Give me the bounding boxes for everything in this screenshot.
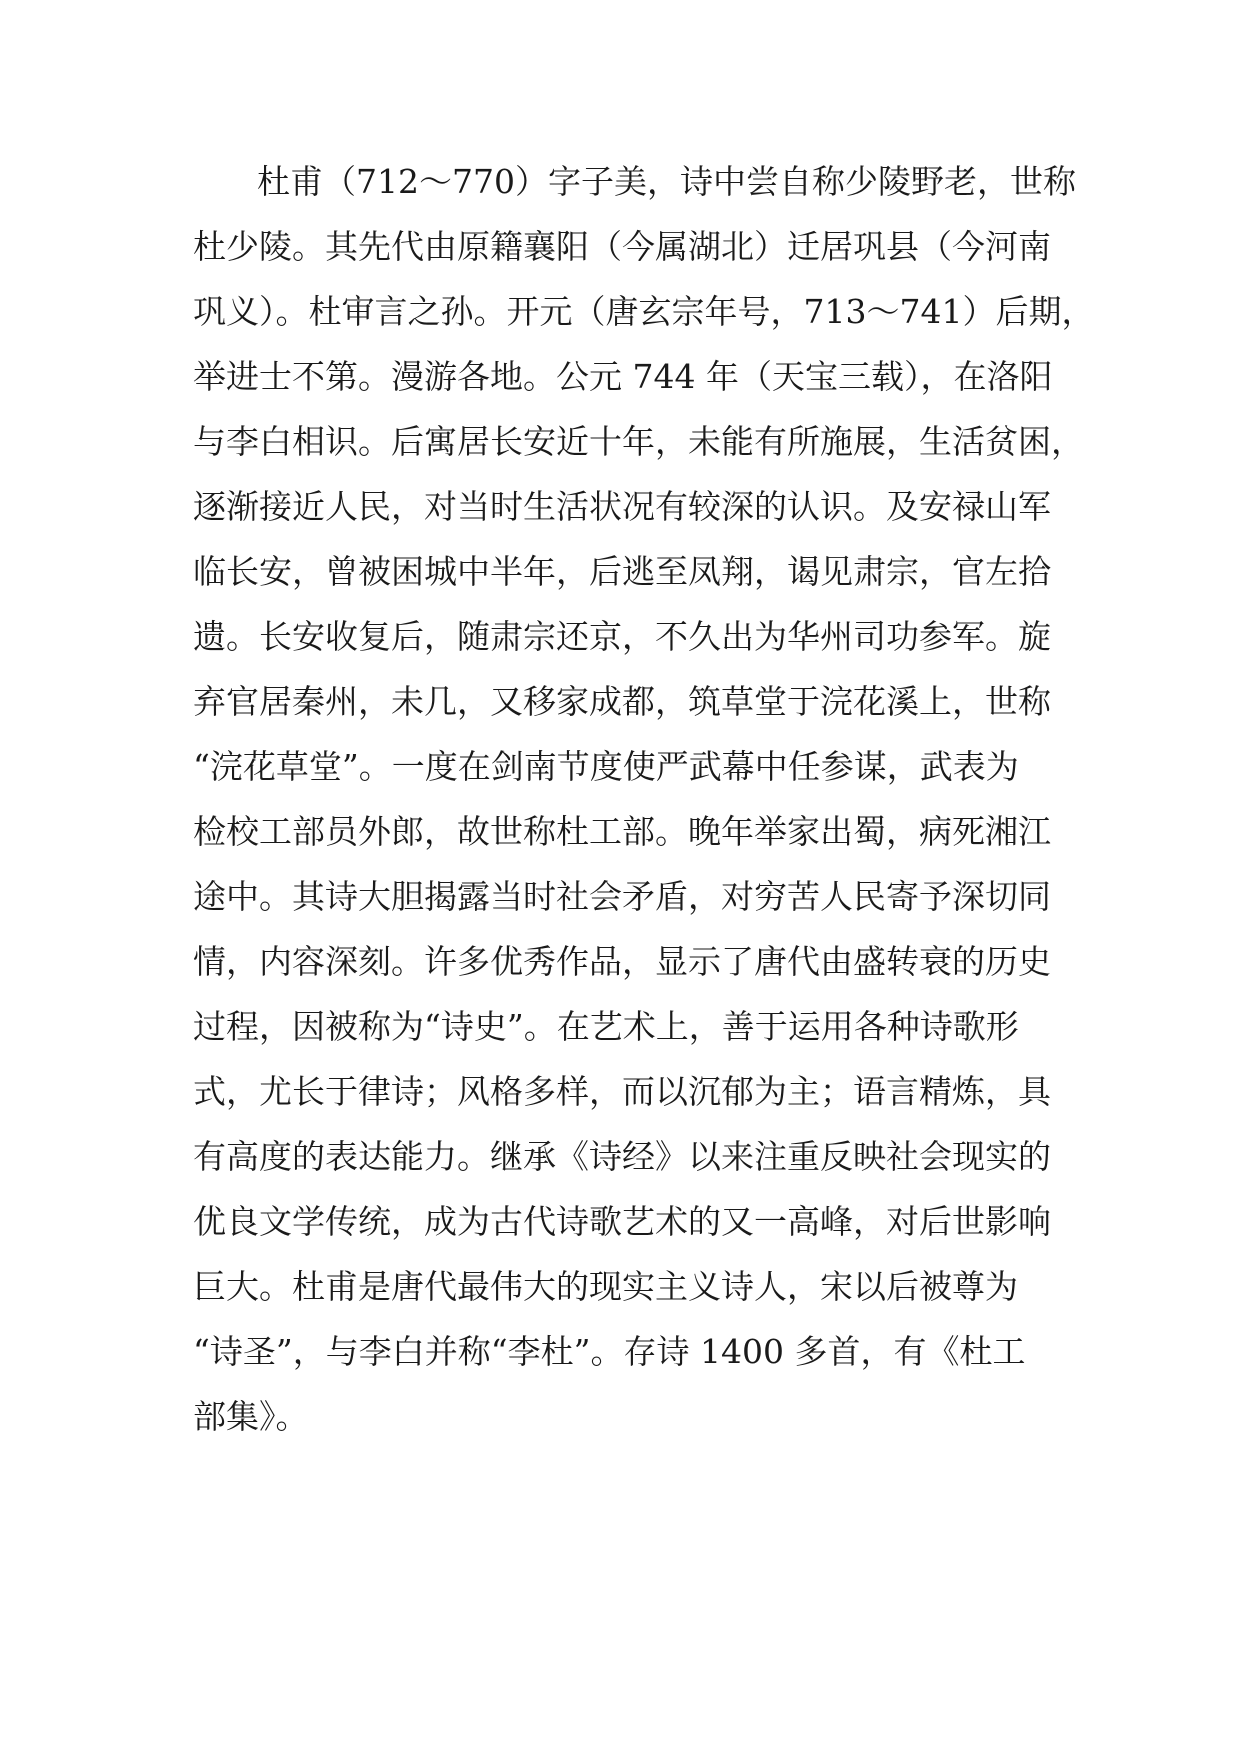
paragraph-line: 部集》。	[193, 1397, 309, 1436]
paragraph-line: 巨大。杜甫是唐代最伟大的现实主义诗人，宋以后被尊为	[193, 1267, 1018, 1306]
paragraph-line: 式，尤长于律诗；风格多样，而以沉郁为主；语言精炼，具	[193, 1072, 1051, 1111]
paragraph-line: 有高度的表达能力。继承《诗经》以来注重反映社会现实的	[193, 1137, 1051, 1176]
paragraph-line: 过程，因被称为“诗史”。在艺术上，善于运用各种诗歌形	[193, 1007, 1019, 1046]
paragraph-line: 举进士不第。漫游各地。公元 744 年（天宝三载），在洛阳	[193, 357, 1053, 396]
paragraph-line: 遗。长安收复后，随肃宗还京，不久出为华州司功参军。旋	[193, 617, 1051, 656]
paragraph-line: 优良文学传统，成为古代诗歌艺术的又一高峰，对后世影响	[193, 1202, 1051, 1241]
paragraph-line: 途中。其诗大胆揭露当时社会矛盾，对穷苦人民寄予深切同	[193, 877, 1051, 916]
paragraph-line: 巩义）。杜审言之孙。开元（唐玄宗年号，713～741）后期，	[193, 292, 1095, 331]
paragraph-line: “浣花草堂”。一度在剑南节度使严武幕中任参谋，武表为	[193, 747, 1019, 786]
paragraph-line: 与李白相识。后寓居长安近十年，未能有所施展，生活贫困，	[193, 422, 1084, 461]
paragraph-line: 检校工部员外郎，故世称杜工部。晚年举家出蜀，病死湘江	[193, 812, 1051, 851]
paragraph-line: 杜少陵。其先代由原籍襄阳（今属湖北）迁居巩县（今河南	[193, 227, 1051, 266]
paragraph-line: 临长安，曾被困城中半年，后逃至凤翔，谒见肃宗，官左拾	[193, 552, 1051, 591]
paragraph-line: 逐渐接近人民，对当时生活状况有较深的认识。及安禄山军	[193, 487, 1051, 526]
paragraph-line: 情，内容深刻。许多优秀作品，显示了唐代由盛转衰的历史	[193, 942, 1051, 981]
paragraph-line: “诗圣”，与李白并称“李杜”。存诗 1400 多首，有《杜工	[193, 1332, 1026, 1371]
paragraph-line: 弃官居秦州，未几，又移家成都，筑草堂于浣花溪上，世称	[193, 682, 1051, 721]
paragraph-line: 杜甫（712～770）字子美，诗中尝自称少陵野老，世称	[257, 162, 1076, 201]
